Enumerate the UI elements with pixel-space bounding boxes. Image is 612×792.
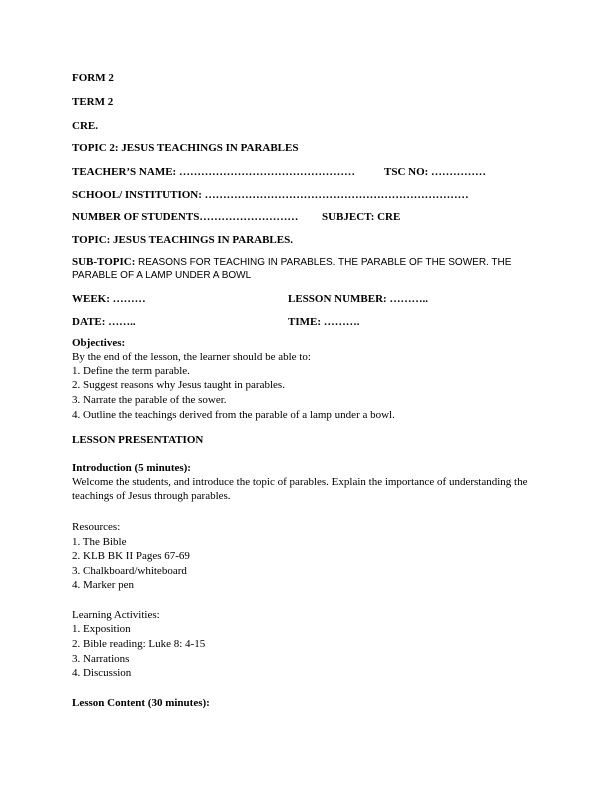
introduction-text: Welcome the students, and introduce the topic of parables. Explain the importance of understanding the teachings of Jesus through parables. (72, 476, 528, 502)
lesson-content-title: Lesson Content (30 minutes): (72, 697, 210, 709)
subtopic-text: REASONS FOR TEACHING IN PARABLES. THE PARABLE OF THE SOWER. THE PARABLE OF A LAMP UNDER A BOWL (72, 257, 512, 281)
teacher-name-field: TEACHER’S NAME: ………………………………………… (72, 166, 355, 178)
objective-item: 2. Suggest reasons why Jesus taught in parables. (72, 379, 285, 391)
objectives-intro: By the end of the lesson, the learner should be able to: (72, 351, 311, 363)
objective-item: 4. Outline the teachings derived from the parable of a lamp under a bowl. (72, 409, 395, 421)
number-of-students-field: NUMBER OF STUDENTS……………………… (72, 211, 299, 223)
objective-item: 1. Define the term parable. (72, 365, 190, 377)
subtopic-field (72, 256, 542, 282)
date-field: DATE: …….. (72, 316, 136, 328)
resource-item: 1. The Bible (72, 536, 127, 548)
learning-activities-title: Learning Activities: (72, 609, 160, 621)
resource-item: 3. Chalkboard/whiteboard (72, 565, 187, 577)
objectives-title: Objectives: (72, 337, 126, 349)
introduction-title: Introduction (5 minutes): (72, 462, 191, 474)
term-label: TERM 2 (72, 96, 114, 108)
activity-item: 4. Discussion (72, 667, 132, 679)
subject-short-label: CRE. (72, 120, 98, 132)
resource-item: 4. Marker pen (72, 579, 135, 591)
topic-field: TOPIC: JESUS TEACHINGS IN PARABLES. (72, 234, 293, 246)
lesson-number-field: LESSON NUMBER: ……….. (288, 293, 428, 305)
lesson-presentation-heading: LESSON PRESENTATION (72, 434, 204, 446)
resources-title: Resources: (72, 521, 121, 533)
topic-heading: TOPIC 2: JESUS TEACHINGS IN PARABLES (72, 142, 299, 154)
objective-item: 3. Narrate the parable of the sower. (72, 394, 227, 406)
activity-item: 2. Bible reading: Luke 8: 4-15 (72, 638, 206, 650)
activity-item: 1. Exposition (72, 623, 131, 635)
activity-item: 3. Narrations (72, 653, 130, 665)
week-field: WEEK: ……… (72, 293, 146, 305)
time-field: TIME: ………. (288, 316, 360, 328)
resource-item: 2. KLB BK II Pages 67-69 (72, 550, 190, 562)
school-field: SCHOOL/ INSTITUTION: ……………………………………………………………… (72, 189, 469, 201)
tsc-number-field: TSC NO: …………… (384, 166, 487, 178)
form-label: FORM 2 (72, 72, 114, 84)
subject-field: SUBJECT: CRE (322, 211, 401, 223)
subtopic-label: SUB-TOPIC: (72, 256, 136, 268)
